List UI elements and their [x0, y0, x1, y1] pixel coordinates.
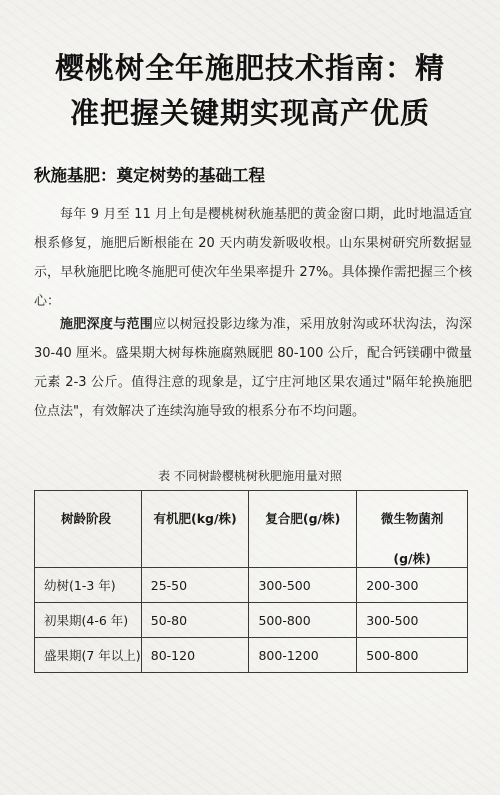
- table-cell: 80-120: [141, 638, 249, 673]
- table-cell: 初果期(4-6 年): [35, 603, 142, 638]
- table-cell: 500-800: [357, 638, 468, 673]
- table-cell: 50-80: [141, 603, 249, 638]
- table-cell: 幼树(1-3 年): [35, 568, 142, 603]
- table-cell: 300-500: [357, 603, 468, 638]
- paragraph-bold-lead: 施肥深度与范围: [60, 317, 154, 332]
- paragraph-body: 应以树冠投影边缘为准，采用放射沟或环状沟法，沟深 30-40 厘米。盛果期大树每株施腐熟厩肥 80-100 公斤，配合钙镁硼中微量元素 2-3 公斤。值得注意的现象是，辽宁庄河地区果农通过"隔年轮换施肥位点法"，有效解决了连续沟施导致的根系分布不均问题。: [34, 317, 472, 419]
- table-row: [35, 568, 468, 603]
- table-row: [35, 638, 468, 673]
- paragraph-intro: 每年 9 月至 11 月上旬是樱桃树秋施基肥的黄金窗口期，此时地温适宜根系修复，施肥后断根能在 20 天内萌发新吸收根。山东果树研究所数据显示，早秋施肥比晚冬施肥可使次年坐果率提升 27%。具体操作需把握三个核心：: [34, 207, 472, 309]
- header-compound: 复合肥(g/株): [249, 491, 357, 568]
- table-cell: 300-500: [249, 568, 357, 603]
- header-microbial-line1: 微生物菌剂: [380, 511, 444, 526]
- table-caption: 表 不同树龄樱桃树秋肥施用量对照: [158, 469, 342, 483]
- table-cell: 盛果期(7 年以上): [35, 638, 142, 673]
- fertilizer-table: [34, 490, 468, 673]
- header-microbial-line2: (g/株): [393, 551, 431, 566]
- table-cell: 200-300: [357, 568, 468, 603]
- page-title: [14, 46, 486, 136]
- title-line-2: 准把握关键期实现高产优质: [69, 96, 430, 130]
- table-cell: 500-800: [249, 603, 357, 638]
- title-line-1: 樱桃树全年施肥技术指南：精: [54, 51, 445, 85]
- table-cell: 25-50: [141, 568, 249, 603]
- header-microbial: [357, 491, 468, 568]
- table-cell: 800-1200: [249, 638, 357, 673]
- table-header-row: [35, 491, 468, 568]
- table-row: [35, 603, 468, 638]
- header-age-stage: 树龄阶段: [35, 491, 142, 568]
- paragraph-depth: [34, 310, 472, 426]
- section-heading: 秋施基肥：奠定树势的基础工程: [34, 166, 265, 185]
- header-organic: 有机肥(kg/株): [141, 491, 249, 568]
